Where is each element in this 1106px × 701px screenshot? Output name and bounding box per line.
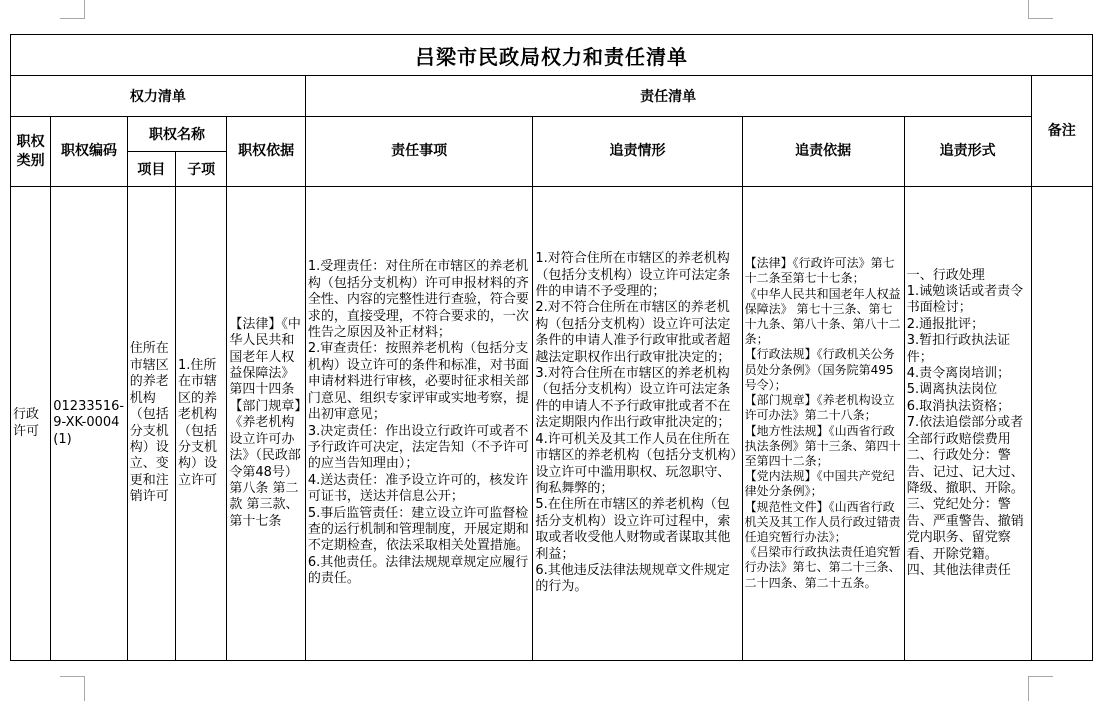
accountability-basis-item: 【规范性文件】《山西省行政机关及其工作人员行政过错责任追究暂行办法》； bbox=[744, 499, 901, 544]
subitem-cell: 1.住所在市辖区的养老机构（包括分支机构）设立许可 bbox=[176, 187, 227, 661]
accountability-basis-item: 【部门规章】《养老机构设立许可办法》第二十八条； bbox=[744, 393, 895, 423]
situation-item: 2.对不符合住所在市辖区的养老机构（包括分支机构）设立许可法定条件的申请人准予行政审批或者超越法定职权作出行政审批决定的； bbox=[535, 300, 731, 365]
accountability-form-item: 一、行政处理 bbox=[906, 267, 985, 283]
crop-mark-bottom-left bbox=[60, 676, 85, 701]
accountability-basis-cell bbox=[742, 187, 904, 661]
page-title: 吕梁市民政局权力和责任清单 bbox=[11, 35, 1093, 76]
accountability-basis-item: 【党内法规】《中国共产党纪律处分条例》； bbox=[744, 469, 895, 499]
code-cell: 01233516-9-XK-0004(1) bbox=[51, 187, 127, 661]
remark-header: 备注 bbox=[1031, 76, 1093, 187]
category-cell: 行政许可 bbox=[11, 187, 51, 661]
accountability-form-item: 1.诫勉谈话或者责令书面检讨； bbox=[906, 284, 1024, 316]
crop-mark-top-right bbox=[1028, 0, 1053, 19]
situation-item: 3.对符合住所在市辖区的养老机构（包括分支机构）设立许可法定条件的申请人不予行政审批或者不在法定期限内作出行政审批决定的； bbox=[535, 366, 731, 431]
code-header: 职权编码 bbox=[51, 117, 127, 187]
accountability-form-item: 三、党纪处分：警告、严重警告、撤销党内职务、留党察看、开除党籍。 bbox=[906, 497, 1024, 562]
crop-mark-bottom-right bbox=[1028, 676, 1053, 701]
duty-header: 责任事项 bbox=[305, 117, 532, 187]
accountability-form-cell bbox=[904, 187, 1031, 661]
accountability-form-header: 追责形式 bbox=[904, 117, 1031, 187]
category-header: 职权类别 bbox=[11, 117, 51, 187]
accountability-basis-item: 【地方性法规】《山西省行政执法条例》第十三条、第四十至第四十二条； bbox=[744, 423, 901, 468]
duty-item: 6.其他责任。法律法规规章规定应履行的责任。 bbox=[307, 554, 529, 587]
accountability-basis-header: 追责依据 bbox=[742, 117, 904, 187]
basis-cell: 【法律】《中华人民共和国老年人权益保障法》第四十四条【部门规章】《养老机构设立许可办法》（民政部令第48号）第八条 第二款 第三款、第十七条 bbox=[227, 187, 306, 661]
situation-item: 4.许可机关及其工作人员在住所在市辖区的养老机构（包括分支机构）设立许可中滥用职权、玩忽职守、徇私舞弊的； bbox=[535, 431, 737, 496]
item-cell: 住所在市辖区的养老机构（包括分支机构）设立、变更和注销许可 bbox=[127, 187, 175, 661]
accountability-basis-item: 《吕梁市行政执法责任追究暂行办法》第七、第二十三条、二十四条、第二十五条。 bbox=[744, 545, 901, 590]
situation-item: 1.对符合住所在市辖区的养老机构（包括分支机构）设立许可法定条件的申请不予受理的； bbox=[535, 251, 731, 300]
duty-item: 1.受理责任：对住所在市辖区的养老机构（包括分支机构）许可申报材料的齐全性、内容的完整性进行查验，符合要求的，直接受理，不符合要求的，一次性告之原因及补正材料； bbox=[307, 259, 529, 341]
duty-item: 4.送达责任：准予设立许可的，核发许可证书，送达并信息公开； bbox=[307, 472, 529, 505]
situation-item: 6.其他违反法律法规规章文件规定的行为。 bbox=[535, 562, 730, 595]
accountability-form-item: 7.依法追偿部分或者全部行政赔偿费用 bbox=[906, 415, 1024, 447]
subitem-header: 子项 bbox=[176, 152, 227, 187]
item-header: 项目 bbox=[127, 152, 175, 187]
accountability-form-item: 5.调离执法岗位 bbox=[906, 382, 998, 398]
basis-header: 职权依据 bbox=[227, 117, 306, 187]
name-header: 职权名称 bbox=[127, 117, 227, 152]
responsibility-list-header: 责任清单 bbox=[305, 76, 1031, 117]
power-list-header: 权力清单 bbox=[11, 76, 306, 117]
accountability-basis-item: 【法律】《行政许可法》第七十二条至第七十七条； bbox=[744, 256, 895, 286]
accountability-form-item: 6.取消执法资格； bbox=[906, 398, 1011, 414]
remark-cell bbox=[1031, 187, 1093, 661]
accountability-form-item: 4.责令离岗培训； bbox=[906, 366, 1011, 382]
power-responsibility-table bbox=[10, 34, 1093, 661]
accountability-form-item: 二、行政处分：警告、记过、记大过、降级、撤职、开除。 bbox=[906, 448, 1024, 496]
situation-item: 5.在住所在市辖区的养老机构（包括分支机构）设立许可过程中，索取或者收受他人财物或者谋取其他利益； bbox=[535, 497, 731, 562]
duty-item: 5.事后监管责任：建立设立许可监督检查的运行机制和管理制度，开展定期和不定期检查，依法采取相关处置措施。 bbox=[307, 505, 529, 554]
accountability-form-item: 2.通报批评； bbox=[906, 316, 985, 332]
duty-cell bbox=[305, 187, 532, 661]
accountability-form-item: 3.暂扣行政执法证件； bbox=[906, 333, 1011, 365]
crop-mark-top-left bbox=[60, 0, 85, 19]
situation-header: 追责情形 bbox=[533, 117, 742, 187]
accountability-form-item: 四、其他法律责任 bbox=[906, 562, 1011, 578]
duty-item: 2.审查责任：按照养老机构（包括分支机构）设立许可的条件和标准，对书面申请材料进行审核，必要时征求相关部门意见、组织专家评审或实地考察，提出初审意见； bbox=[307, 341, 529, 423]
situation-cell bbox=[533, 187, 742, 661]
accountability-basis-item: 《中华人民共和国老年人权益保障法》 第七十三条、第七十九条、第八十条、第八十二条； bbox=[744, 286, 901, 347]
accountability-basis-item: 【行政法规】《行政机关公务员处分条例》（国务院第495号令）； bbox=[744, 347, 895, 392]
duty-item: 3.决定责任：作出设立行政许可或者不予行政许可决定，法定告知（不予许可的应当告知理由）； bbox=[307, 423, 529, 472]
